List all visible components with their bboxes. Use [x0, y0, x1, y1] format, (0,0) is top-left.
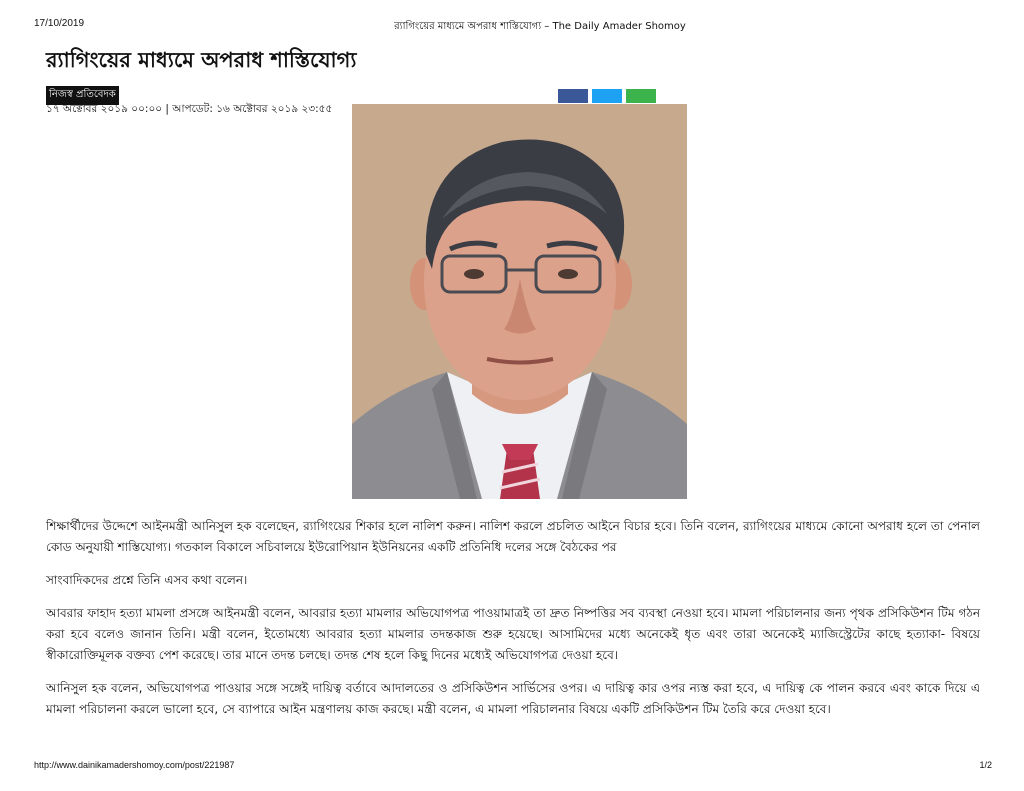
- twitter-share-button[interactable]: [592, 89, 622, 103]
- article-paragraph-2: সাংবাদিকদের প্রশ্নে তিনি এসব কথা বলেন।: [46, 573, 248, 587]
- share-bar: [558, 89, 656, 103]
- generic-share-button[interactable]: [626, 89, 656, 103]
- article-body: [46, 516, 980, 732]
- portrait-photo: [352, 104, 687, 499]
- article-paragraph-3: আবরার ফাহাদ হত্যা মামলা প্রসঙ্গে আইনমন্ত্রী বলেন, আবরার হত্যা মামলার অভিযোগপত্র পাওয়ামাত্রই তা দ্রুত নিষ্পত্তির সব ব্যবস্থা নেওয়া হবে। মামলা পরিচালনার জন্য পৃথক প্রসিকিউশন টিম গঠন করা হবে বলেও জানান তিনি। মন্ত্রী বলেন, ইতোমধ্যে আবরার হত্যা মামলার তদন্তকাজ শুরু হয়েছে। আসামিদের মধ্যে অনেকেই ধৃত এবং তারা অনেকেই ম্যাজিস্ট্রেটের কাছে হত্যাকা- বিষয়ে স্বীকারোক্তিমূলক বক্তব্য পেশ করেছে। তার মানে তদন্ত চলছে। তদন্ত শেষ হলে কিছু দিনের মধ্যেই অভিযোগপত্র দেওয়া হবে।: [46, 606, 980, 662]
- print-page-number: 1/2: [979, 760, 992, 770]
- print-footer-url[interactable]: http://www.dainikamadershomoy.com/post/221987: [34, 760, 235, 770]
- article-paragraph-4: আনিসুল হক বলেন, অভিযোগপত্র পাওয়ার সঙ্গে সঙ্গেই দায়িত্ব বর্তাবে আদালতের ও প্রসিকিউশন সার্ভিসের ওপর। এ দায়িত্ব কার ওপর ন্যস্ত করা হবে, এ দায়িত্ব কে পালন করবে এবং কাকে দিয়ে এ মামলা পরিচালনা করলে ভালো হবে, সে ব্যাপারে আইন মন্ত্রণালয় কাজ করছে। মন্ত্রী বলেন, এ মামলা পরিচালনার বিষয়ে একটি প্রসিকিউশন টিম তৈরি করে দেওয়া হবে।: [46, 681, 980, 716]
- print-page-title: র‍্যাগিংয়ের মাধ্যমে অপরাধ শাস্তিযোগ্য – The Daily Amader Shomoy: [394, 21, 686, 32]
- article-title: র‍্যাগিংয়ের মাধ্যমে অপরাধ শাস্তিযোগ্য: [46, 48, 357, 72]
- print-date: 17/10/2019: [34, 18, 85, 29]
- article-paragraph-1: শিক্ষার্থীদের উদ্দেশে আইনমন্ত্রী আনিসুল হক বলেছেন, র‍্যাগিংয়ের শিকার হলে নালিশ করুন। নালিশ করলে প্রচলিত আইনে বিচার হবে। তিনি বলেন, র‍্যাগিংয়ের মাধ্যমে কোনো অপরাধ হলে তা পেনাল কোড অনুযায়ী শাস্তিযোগ্য। গতকাল বিকালে সচিবালয়ে ইউরোপিয়ান ইউনিয়নের একটি প্রতিনিধি দলের সঙ্গে বৈঠকের পর: [46, 519, 980, 554]
- author-badge[interactable]: নিজস্ব প্রতিবেদক: [46, 86, 119, 105]
- article-dateline: ১৭ অক্টোবর ২০১৯ ০০:০০ | আপডেট: ১৬ অক্টোবর ২০১৯ ২৩:৫৫: [46, 103, 333, 115]
- facebook-share-button[interactable]: [558, 89, 588, 103]
- article-photo: [352, 104, 687, 499]
